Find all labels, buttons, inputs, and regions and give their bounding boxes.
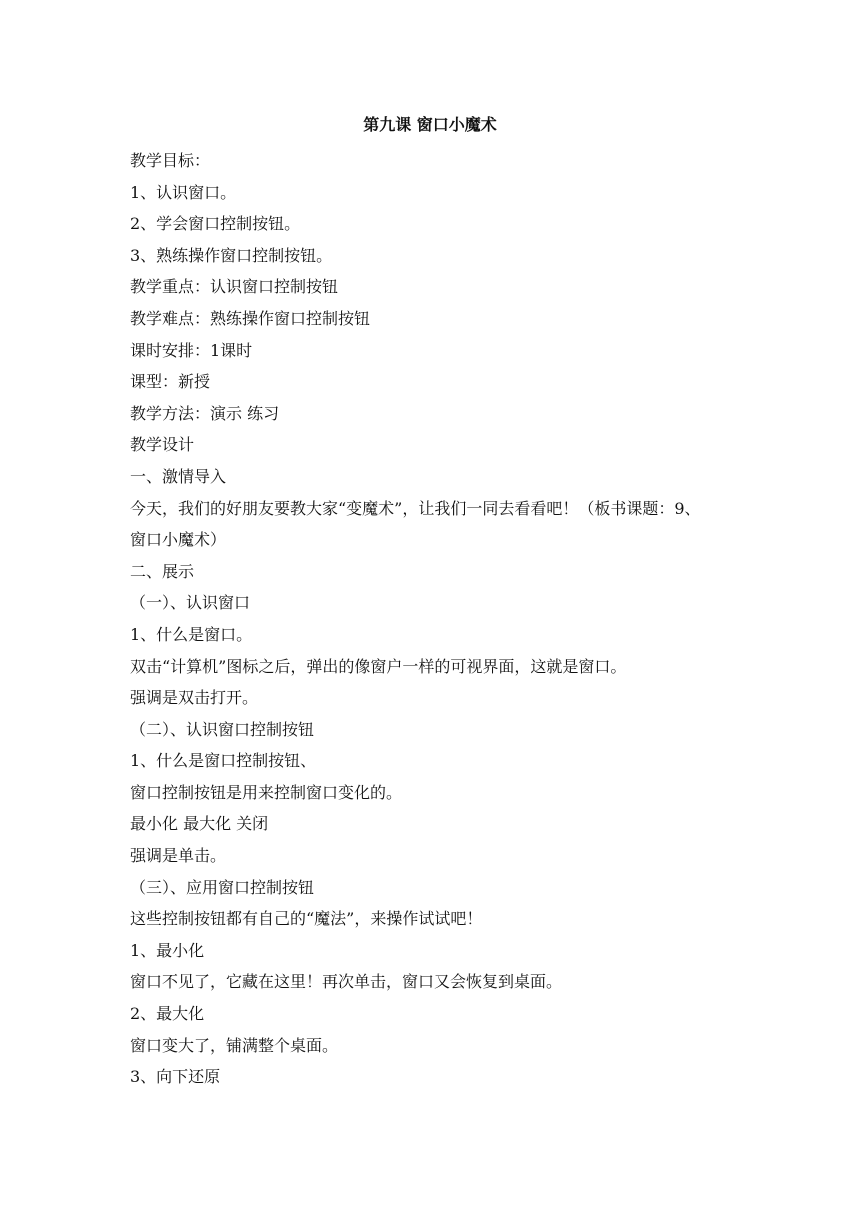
text-line: 教学重点：认识窗口控制按钮 [130,277,339,297]
text-line: 1、最小化 [130,940,205,960]
text-line: 2、最大化 [130,1004,205,1024]
text-line: 窗口不见了，它藏在这里！再次单击，窗口又会恢复到桌面。 [130,972,563,992]
page-title: 第九课 窗口小魔术 [363,115,497,134]
text-line: 3、向下还原 [130,1067,221,1087]
text-line: 教学目标： [130,151,211,170]
text-line: 强调是双击打开。 [130,688,259,708]
text-line: 今天，我们的好朋友要教大家“变魔术”，让我们一同去看看吧！（板书课题：9、 [130,498,701,518]
text-line: 窗口小魔术） [130,530,227,550]
document-body [130,145,750,1093]
text-line: 这些控制按钮都有自己的“魔法”，来操作试试吧！ [130,909,483,929]
text-line: 最小化 最大化 关闭 [130,814,269,834]
text-line: 2、学会窗口控制按钮。 [130,214,301,234]
text-line: 1、什么是窗口控制按钮、 [130,751,317,771]
text-line: 教学难点：熟练操作窗口控制按钮 [130,308,371,328]
text-line: 1、认识窗口。 [130,182,237,202]
text-line: 1、什么是窗口。 [130,624,253,644]
text-line: 双击“计算机”图标之后，弹出的像窗户一样的可视界面，这就是窗口。 [130,656,627,676]
text-line: 强调是单击。 [130,846,227,866]
text-line: 课型：新授 [130,372,211,392]
text-line: （二）、认识窗口控制按钮 [130,719,315,739]
text-line: 一、激情导入 [130,466,227,486]
text-line: 课时安排：1课时 [130,340,253,360]
text-line: 窗口变大了，铺满整个桌面。 [130,1035,339,1055]
text-line: 3、熟练操作窗口控制按钮。 [130,245,333,265]
text-line: 窗口控制按钮是用来控制窗口变化的。 [130,782,403,802]
text-line: （三）、应用窗口控制按钮 [130,877,315,897]
text-line: （一）、认识窗口 [130,593,251,613]
text-line: 二、展示 [130,561,195,581]
text-line: 教学方法：演示 练习 [130,403,280,423]
text-line: 教学设计 [130,435,195,455]
